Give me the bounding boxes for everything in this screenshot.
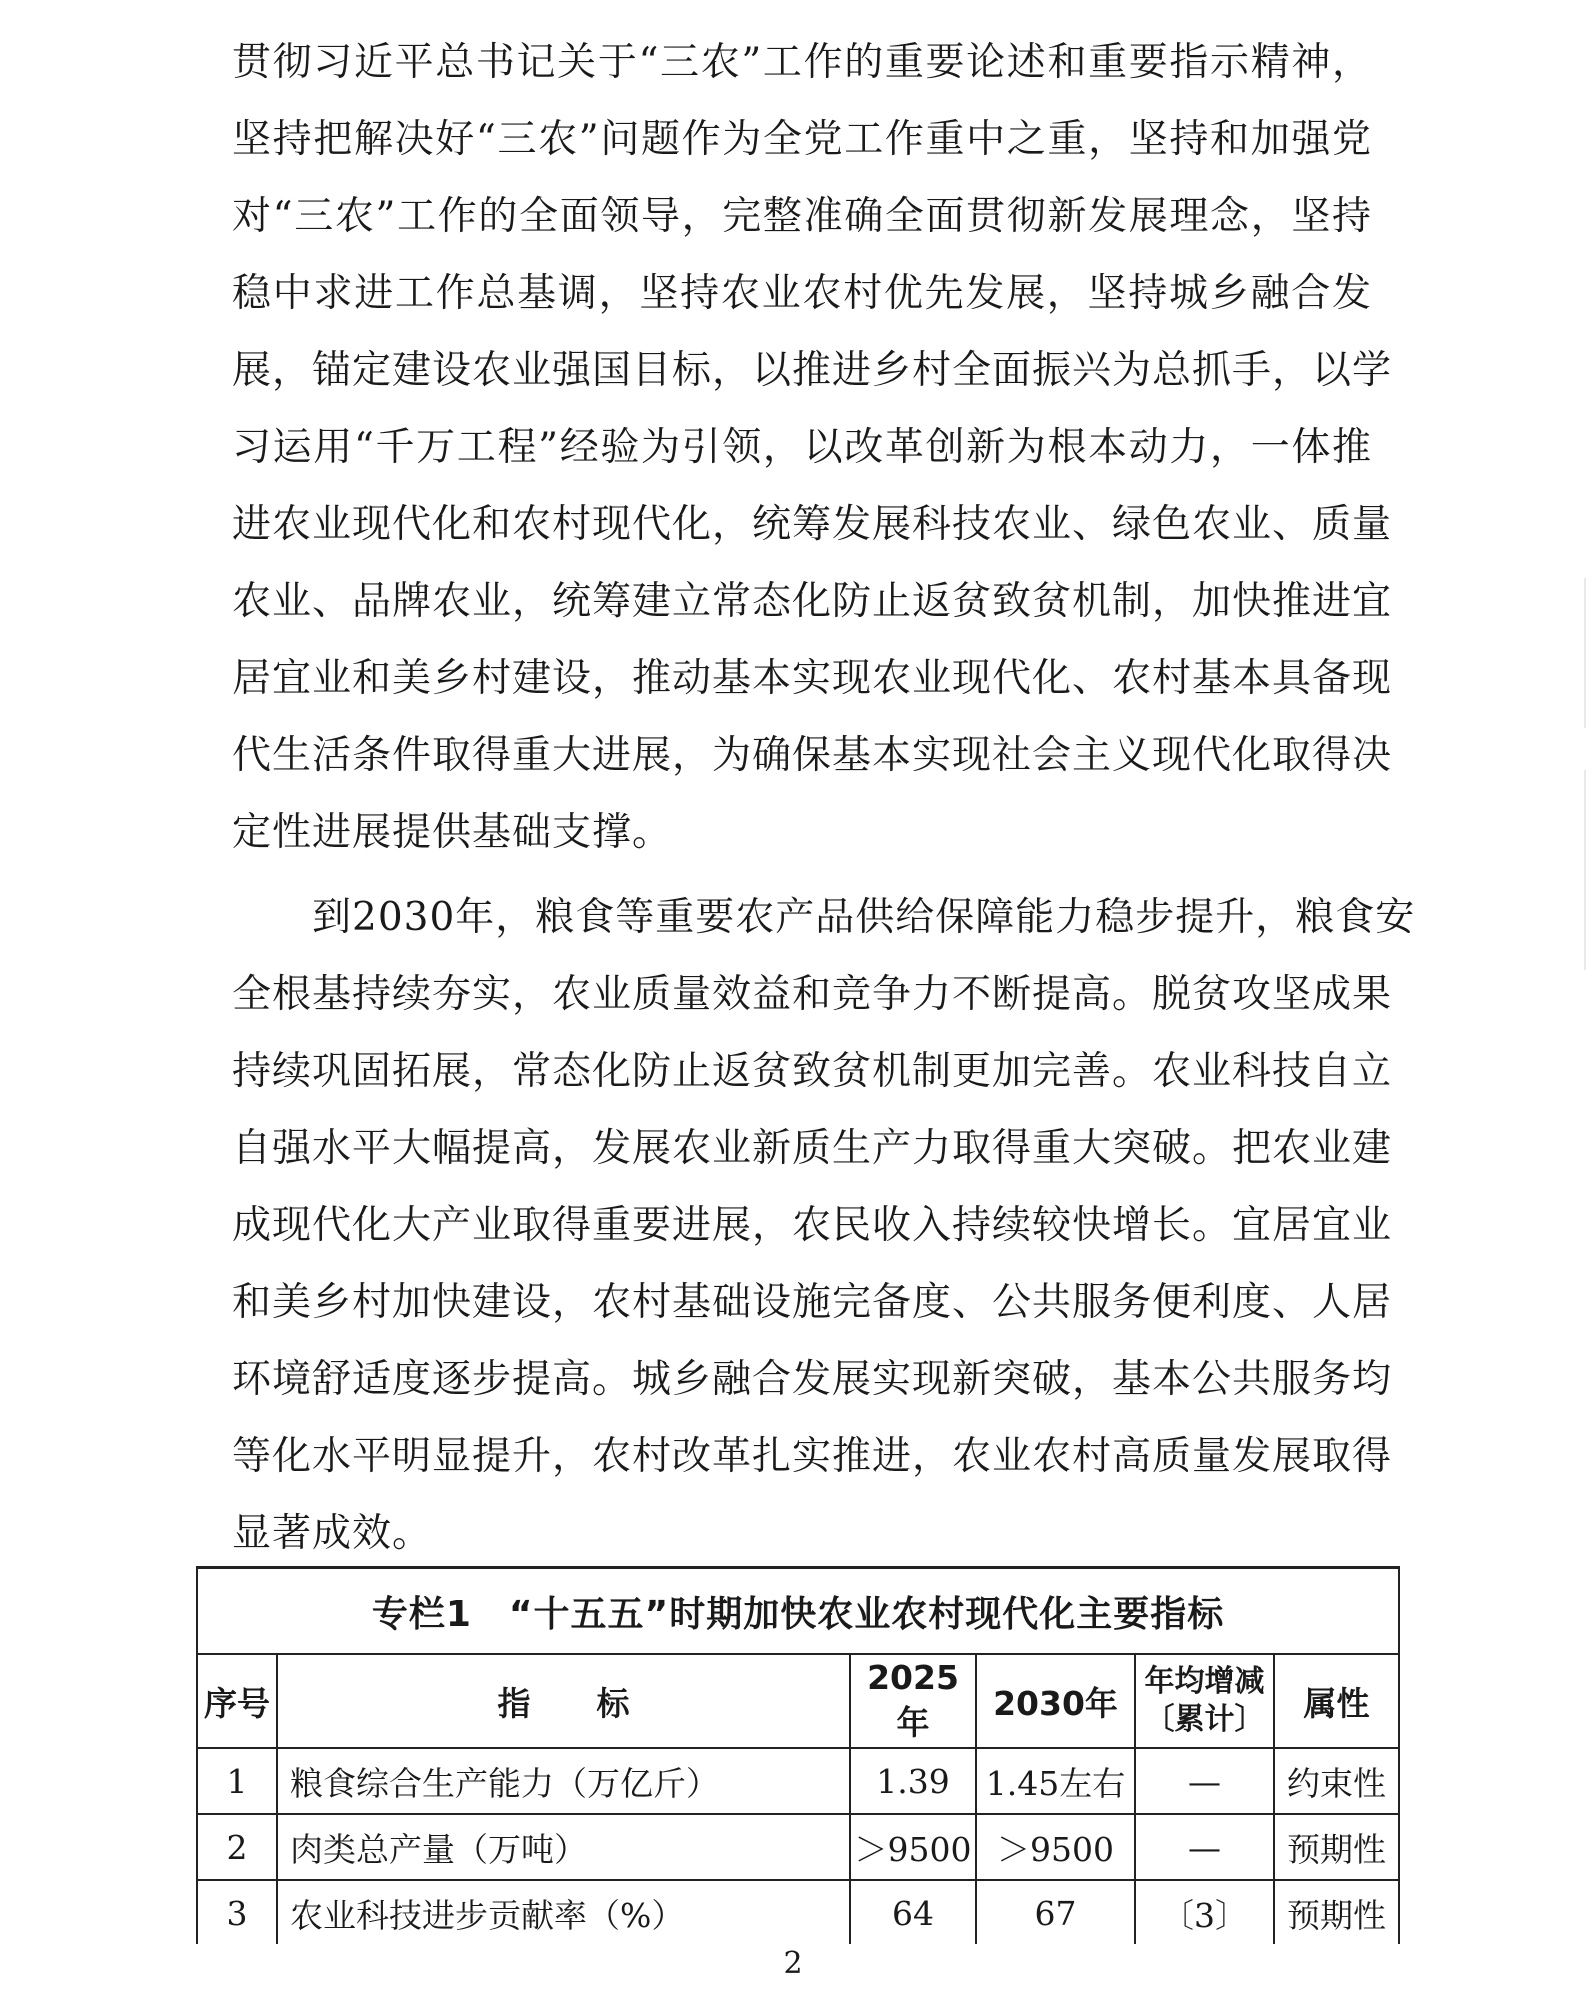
row-2030: 67 (976, 1880, 1135, 1946)
row-index: 2 (197, 1814, 277, 1880)
row-attribute: 预期性 (1274, 1814, 1399, 1880)
row-attribute: 预期性 (1274, 1880, 1399, 1946)
text-line: 自强水平大幅提高，发展农业新质生产力取得重大突破。把农业建 (232, 1126, 1393, 1171)
row-growth: 〔3〕 (1135, 1880, 1274, 1946)
table-caption: 专栏1 “十五五”时期加快农业农村现代化主要指标 (197, 1568, 1399, 1655)
text-line: 对“三农”工作的全面领导，完整准确全面贯彻新发展理念，坚持 (232, 194, 1372, 239)
text-line: 代生活条件取得重大进展，为确保基本实现社会主义现代化取得决 (232, 733, 1393, 778)
paragraph-1 (232, 24, 1393, 871)
row-growth: — (1135, 1814, 1274, 1880)
text-line: 全根基持续夯实，农业质量效益和竞争力不断提高。脱贫攻坚成果 (232, 972, 1393, 1017)
row-indicator: 农业科技进步贡献率（%） (277, 1880, 850, 1946)
header-index: 序号 (197, 1654, 277, 1748)
row-2030: 1.45左右 (976, 1748, 1135, 1814)
text-line: 贯彻习近平总书记关于“三农”工作的重要论述和重要指示精神， (232, 40, 1372, 85)
row-2025: ＞9500 (850, 1814, 976, 1880)
text-line: 展，锚定建设农业强国目标，以推进乡村全面振兴为总抓手，以学 (232, 348, 1393, 393)
text-line: 等化水平明显提升，农村改革扎实推进，农业农村高质量发展取得 (232, 1434, 1393, 1479)
text-line: 稳中求进工作总基调，坚持农业农村优先发展，坚持城乡融合发 (232, 271, 1372, 316)
row-attribute: 约束性 (1274, 1748, 1399, 1814)
text-line: 持续巩固拓展，常态化防止返贫致贫机制更加完善。农业科技自立 (232, 1049, 1393, 1094)
header-indicator: 指 标 (277, 1654, 850, 1748)
text-line: 习运用“千万工程”经验为引领，以改革创新为根本动力，一体推 (232, 425, 1372, 470)
row-index: 1 (197, 1748, 277, 1814)
row-2030: ＞9500 (976, 1814, 1135, 1880)
header-attribute: 属性 (1274, 1654, 1399, 1748)
text-line: 农业、品牌农业，统筹建立常态化防止返贫致贫机制，加快推进宜 (232, 579, 1393, 624)
indicator-table-box (196, 1566, 1398, 1969)
paragraph-2 (232, 879, 1416, 1572)
page-number: 2 (0, 1944, 1586, 1984)
row-index: 3 (197, 1880, 277, 1946)
row-2025: 1.39 (850, 1748, 976, 1814)
header-2025: 2025年 (850, 1654, 976, 1748)
indicator-table (196, 1566, 1400, 1969)
row-indicator: 肉类总产量（万吨） (277, 1814, 850, 1880)
page-edge-shadow (1554, 770, 1586, 970)
table-header-row (197, 1654, 1399, 1748)
text-line: 到2030年，粮食等重要农产品供给保障能力稳步提升，粮食安 (312, 895, 1416, 940)
text-line: 进农业现代化和农村现代化，统筹发展科技农业、绿色农业、质量 (232, 502, 1393, 547)
text-line: 定性进展提供基础支撑。 (232, 810, 673, 855)
header-growth-line2: 〔累计〕 (1144, 1702, 1265, 1737)
page-edge-shadow (1554, 578, 1586, 728)
header-growth (1135, 1654, 1274, 1748)
header-2030: 2030年 (976, 1654, 1135, 1748)
text-line: 居宜业和美乡村建设，推动基本实现农业现代化、农村基本具备现 (232, 656, 1393, 701)
row-indicator: 粮食综合生产能力（万亿斤） (277, 1748, 850, 1814)
text-line: 环境舒适度逐步提高。城乡融合发展实现新突破，基本公共服务均 (232, 1357, 1393, 1402)
table-row (197, 1814, 1399, 1880)
body-text (232, 24, 1416, 1572)
text-line: 成现代化大产业取得重要进展，农民收入持续较快增长。宜居宜业 (232, 1203, 1393, 1248)
row-2025: 64 (850, 1880, 976, 1946)
table-row (197, 1748, 1399, 1814)
header-growth-line1: 年均增减 (1144, 1664, 1265, 1699)
text-line: 坚持把解决好“三农”问题作为全党工作重中之重，坚持和加强党 (232, 117, 1372, 162)
text-line: 和美乡村加快建设，农村基础设施完备度、公共服务便利度、人居 (232, 1280, 1393, 1325)
text-line: 显著成效。 (232, 1511, 433, 1556)
table-row (197, 1880, 1399, 1946)
row-growth: — (1135, 1748, 1274, 1814)
